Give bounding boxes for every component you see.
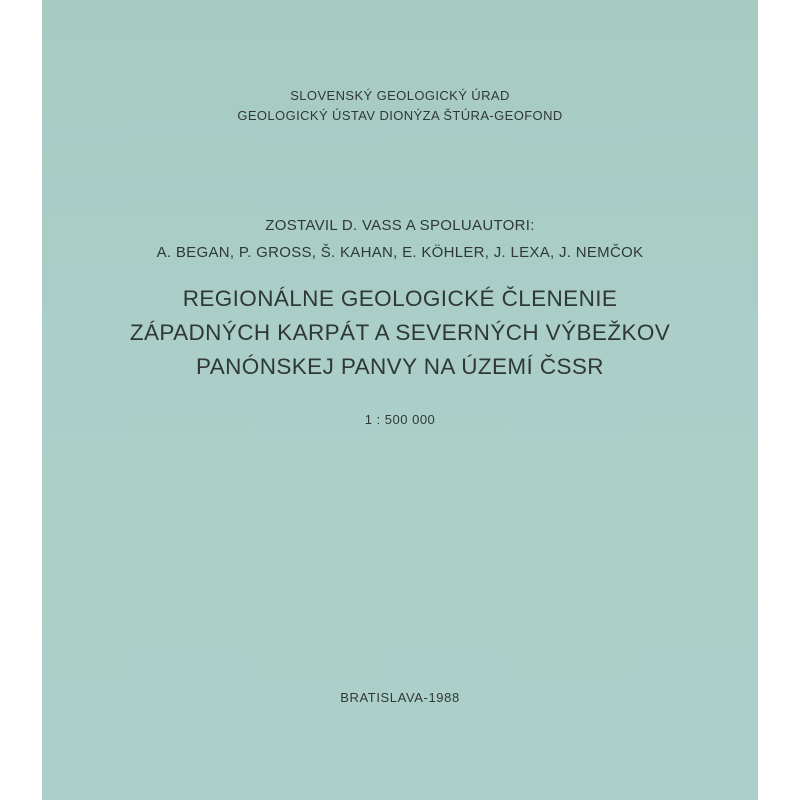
- institution-line-1: SLOVENSKÝ GEOLOGICKÝ ÚRAD: [290, 88, 510, 103]
- compiled-by-line: ZOSTAVIL D. VASS A SPOLUAUTORI:: [265, 217, 535, 234]
- title-line-3: PANÓNSKEJ PANVY NA ÚZEMÍ ČSSR: [196, 354, 604, 379]
- imprint-place-year: BRATISLAVA-1988: [340, 690, 460, 705]
- title-line-1: REGIONÁLNE GEOLOGICKÉ ČLENENIE: [182, 286, 618, 311]
- title-line-2: ZÁPADNÝCH KARPÁT A SEVERNÝCH VÝBEŽKOV: [129, 320, 671, 345]
- coauthors-line: A. BEGAN, P. GROSS, Š. KAHAN, E. KÖHLER, J. LEXA, J. NEMČOK: [156, 244, 644, 261]
- institution-line-2: GEOLOGICKÝ ÚSTAV DIONÝZA ŠTÚRA-GEOFOND: [237, 108, 563, 123]
- book-cover: [42, 0, 758, 800]
- map-scale: 1 : 500 000: [364, 412, 436, 427]
